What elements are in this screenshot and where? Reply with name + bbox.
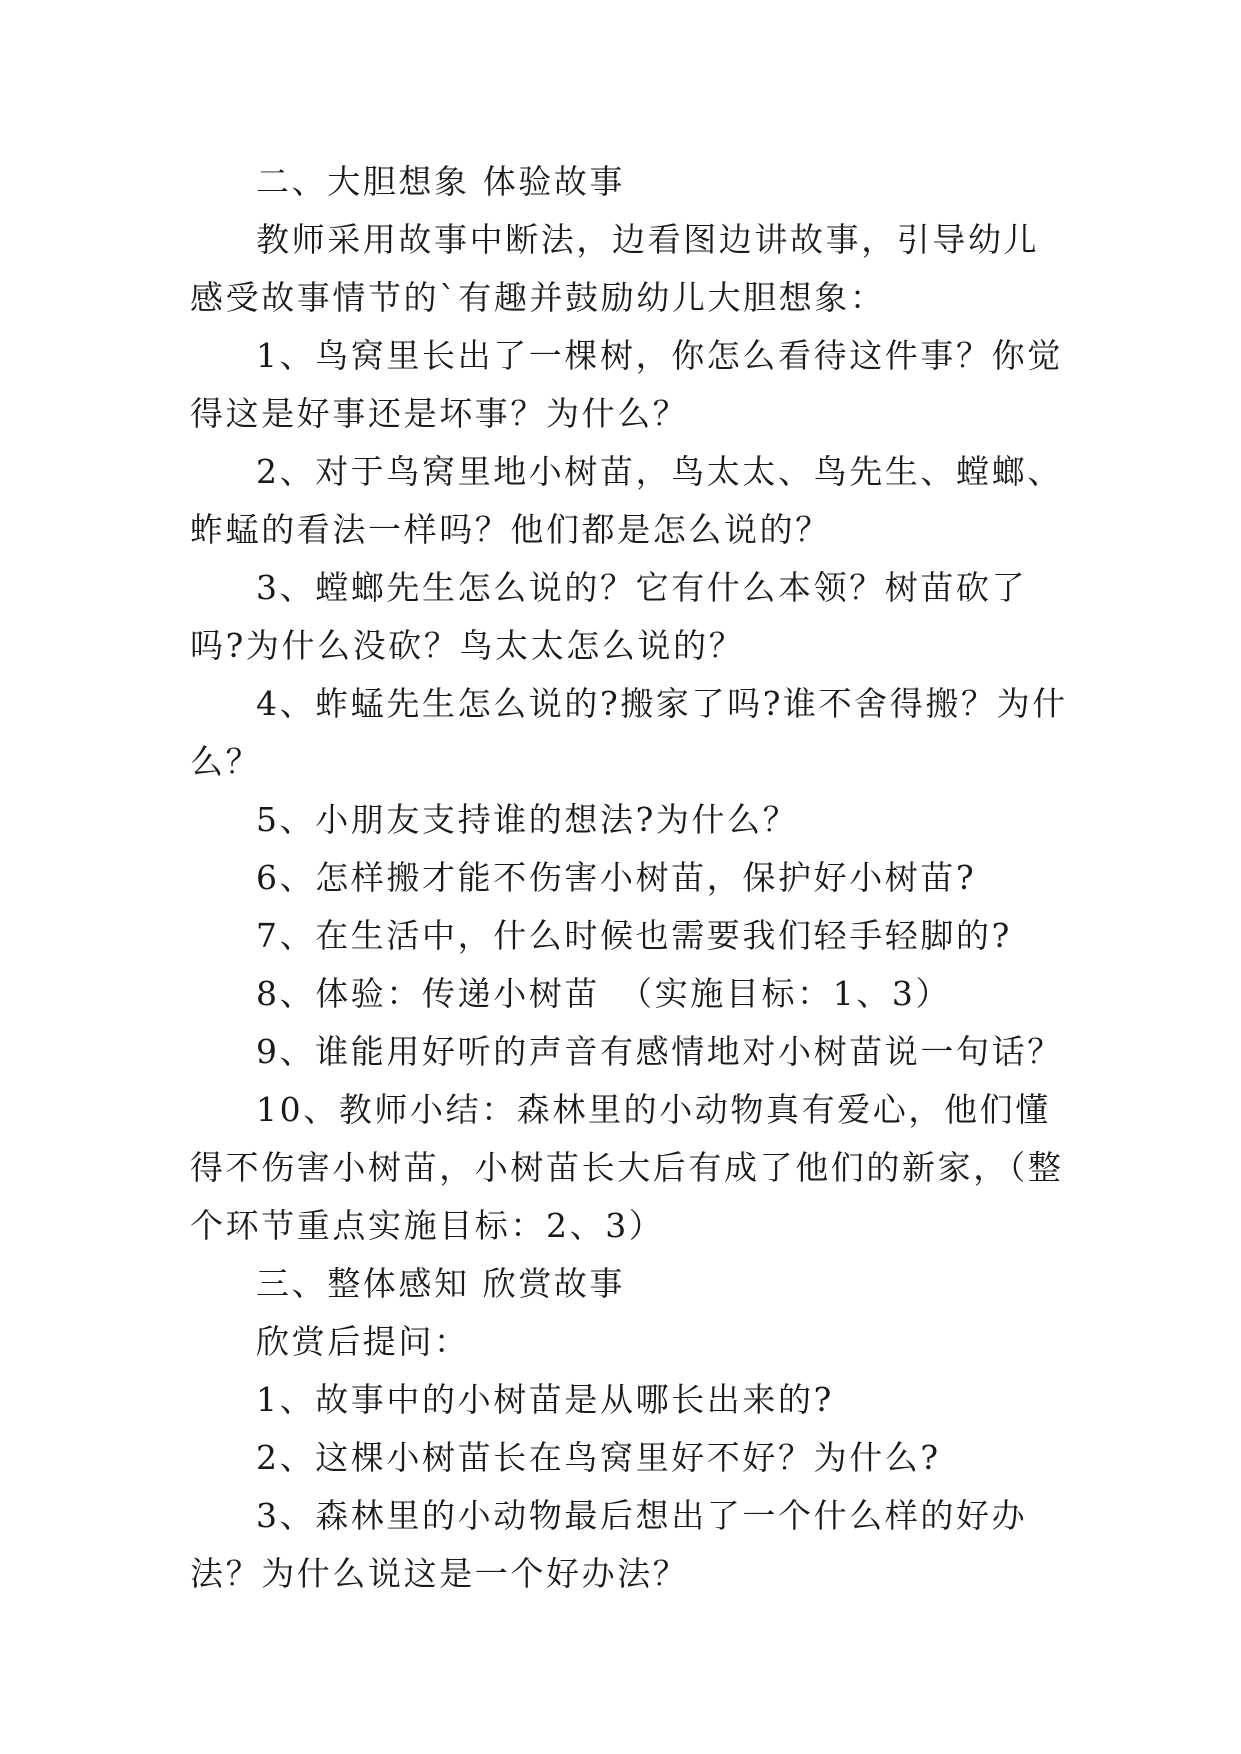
list-item-6: 6、怎样搬才能不伤害小树苗，保护好小树苗? — [256, 858, 977, 897]
list-item-4: 4、蚱蜢先生怎么说的?搬家了吗?谁不舍得搬？为什么？ — [190, 684, 1068, 781]
list-item-1: 1、鸟窝里长出了一棵树，你怎么看待这件事？你觉得这是好事还是坏事？为什么？ — [190, 336, 1063, 433]
list-item-7: 7、在生活中，什么时候也需要我们轻手轻脚的? — [256, 916, 1012, 955]
question-item-2: 2、这棵小树苗长在鸟窝里好不好？为什么? — [256, 1438, 941, 1477]
question-item-3: 3、森林里的小动物最后想出了一个什么样的好办法？为什么说这是一个好办法？ — [190, 1496, 1028, 1593]
question-item-1: 1、故事中的小树苗是从哪长出来的? — [256, 1380, 834, 1419]
section-heading-2: 二、大胆想象 体验故事 — [256, 162, 626, 201]
list-item-10: 10、教师小结：森林里的小动物真有爱心，他们懂得不伤害小树苗，小树苗长大后有成了他们的新家，（整个环节重点实施目标：2、3） — [190, 1090, 1064, 1245]
list-item-9: 9、谁能用好听的声音有感情地对小树苗说一句话？ — [256, 1032, 1063, 1071]
list-item-8: 8、体验：传递小树苗 （实施目标：1、3） — [256, 974, 952, 1013]
list-item-5: 5、小朋友支持谁的想法?为什么？ — [256, 800, 799, 839]
paragraph-intro: 教师采用故事中断法，边看图边讲故事，引导幼儿感受故事情节的`有趣并鼓励幼儿大胆想象： — [190, 220, 1040, 317]
paragraph-questions-intro: 欣赏后提问： — [256, 1322, 470, 1361]
document-body — [190, 153, 1070, 1603]
list-item-3: 3、螳螂先生怎么说的？它有什么本领？树苗砍了吗?为什么没砍？鸟太太怎么说的？ — [190, 568, 1028, 665]
list-item-2: 2、对于鸟窝里地小树苗，鸟太太、鸟先生、螳螂、蚱蜢的看法一样吗？他们都是怎么说的？ — [190, 452, 1063, 549]
section-heading-3: 三、整体感知 欣赏故事 — [256, 1264, 626, 1303]
